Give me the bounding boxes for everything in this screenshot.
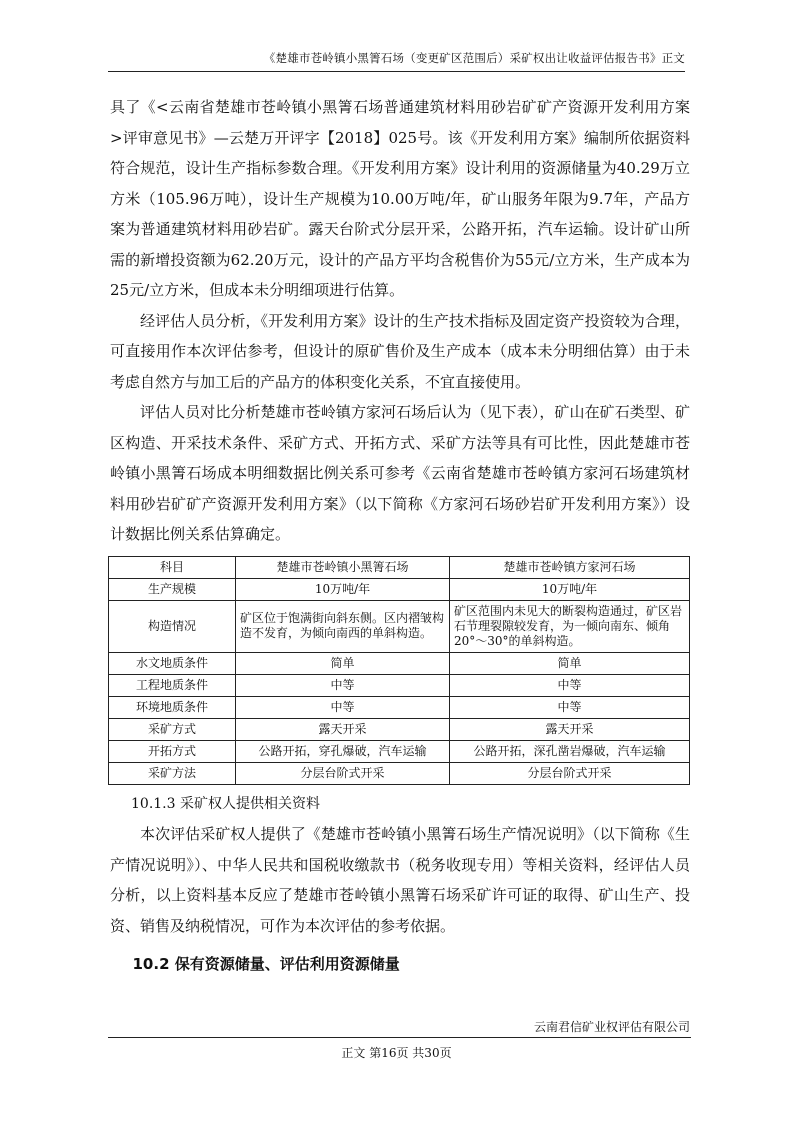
table-cell: 矿区范围内未见大的断裂构造通过，矿区岩石节理裂隙较发育，为一倾向南东、倾角20°～30°的单斜构造。 xyxy=(450,600,690,652)
table-cell: 10万吨/年 xyxy=(450,578,690,600)
table-row xyxy=(109,740,690,762)
footer-company: 云南君信矿业权评估有限公司 xyxy=(533,1020,690,1034)
table-cell: 开拓方式 xyxy=(109,740,236,762)
section-title: 10.2 保有资源储量、评估利用资源储量 xyxy=(132,955,400,973)
table-row xyxy=(109,718,690,740)
table-cell: 10万吨/年 xyxy=(236,578,450,600)
table-cell: 公路开拓，深孔凿岩爆破，汽车运输 xyxy=(450,740,690,762)
table-cell: 水文地质条件 xyxy=(109,652,236,674)
table-cell: 露天开采 xyxy=(236,718,450,740)
table-cell: 环境地质条件 xyxy=(109,696,236,718)
table-header-cell: 楚雄市苍岭镇小黑箐石场 xyxy=(236,556,450,578)
footer-divider xyxy=(108,1037,691,1038)
subsection-title: 10.1.3 采矿权人提供相关资料 xyxy=(131,795,320,812)
table-row xyxy=(109,696,690,718)
table-cell: 中等 xyxy=(450,696,690,718)
table-cell: 矿区位于饱满街向斜东侧。区内褶皱构造不发育，为倾向南西的单斜构造。 xyxy=(236,600,450,652)
table-cell: 简单 xyxy=(450,652,690,674)
table-cell: 中等 xyxy=(236,696,450,718)
table-cell: 分层台阶式开采 xyxy=(236,762,450,784)
paragraph-2: 经评估人员分析，《开发利用方案》设计的生产技术指标及固定资产投资较为合理，可直接用作本次评估参考，但设计的原矿售价及生产成本（成本未分明细估算）由于未考虑自然方与加工后的产品方的体积变化关系，不宜直接使用。 xyxy=(110,311,690,391)
paragraph-4: 本次评估采矿权人提供了《楚雄市苍岭镇小黑箐石场生产情况说明》（以下简称《生产情况说明》）、中华人民共和国税收缴款书（税务收现专用）等相关资料，经评估人员分析，以上资料基本反应了楚雄市苍岭镇小黑箐石场采矿许可证的取得、矿山生产、投资、销售及纳税情况，可作为本次评估的参考依据。 xyxy=(110,825,690,935)
table-row xyxy=(109,674,690,696)
table-cell: 露天开采 xyxy=(450,718,690,740)
table-row xyxy=(109,600,690,652)
table-cell: 简单 xyxy=(236,652,450,674)
table-row xyxy=(109,762,690,784)
table-header-cell: 楚雄市苍岭镇方家河石场 xyxy=(450,556,690,578)
table-cell: 构造情况 xyxy=(109,600,236,652)
paragraph-3: 评估人员对比分析楚雄市苍岭镇方家河石场后认为（见下表），矿山在矿石类型、矿区构造、开采技术条件、采矿方式、开拓方式、采矿方法等具有可比性，因此楚雄市苍岭镇小黑箐石场成本明细数据比例关系可参考《云南省楚雄市苍岭镇方家河石场建筑材料用砂岩矿矿产资源开发利用方案》（以下简称《方家河石场砂岩矿开发利用方案》）设计数据比例关系估算确定。 xyxy=(110,403,690,543)
table-cell: 公路开拓，穿孔爆破，汽车运输 xyxy=(236,740,450,762)
table-header-cell: 科目 xyxy=(109,556,236,578)
table-cell: 分层台阶式开采 xyxy=(450,762,690,784)
paragraph-1: 具了《<云南省楚雄市苍岭镇小黑箐石场普通建筑材料用砂岩矿矿产资源开发利用方案>评审意见书》—云楚万开评字【2018】025号。该《开发利用方案》编制所依据资料符合规范，设计生产指标参数合理。《开发利用方案》设计利用的资源储量为40.29万立方米（105.96万吨），设计生产规模为10.00万吨/年，矿山服务年限为9.7年，产品方案为普通建筑材料用砂岩矿。露天台阶式分层开采，公路开拓，汽车运输。设计矿山所需的新增投资额为62.20万元，设计的产品方平均含税售价为55元/立方米，生产成本为25元/立方米，但成本未分明细项进行估算。 xyxy=(110,98,690,299)
comparison-table xyxy=(108,556,690,785)
table-cell: 工程地质条件 xyxy=(109,674,236,696)
table-cell: 生产规模 xyxy=(109,578,236,600)
page-number: 正文 第16页 共30页 xyxy=(341,1046,452,1060)
table-cell: 中等 xyxy=(450,674,690,696)
table-header-row xyxy=(109,556,690,578)
table-row xyxy=(109,652,690,674)
table-cell: 采矿方式 xyxy=(109,718,236,740)
table-cell: 采矿方法 xyxy=(109,762,236,784)
table-row xyxy=(109,578,690,600)
document-body xyxy=(110,92,690,980)
running-header: 《楚雄市苍岭镇小黑箐石场（变更矿区范围后）采矿权出让收益评估报告书》正文 xyxy=(108,50,685,72)
table-cell: 中等 xyxy=(236,674,450,696)
